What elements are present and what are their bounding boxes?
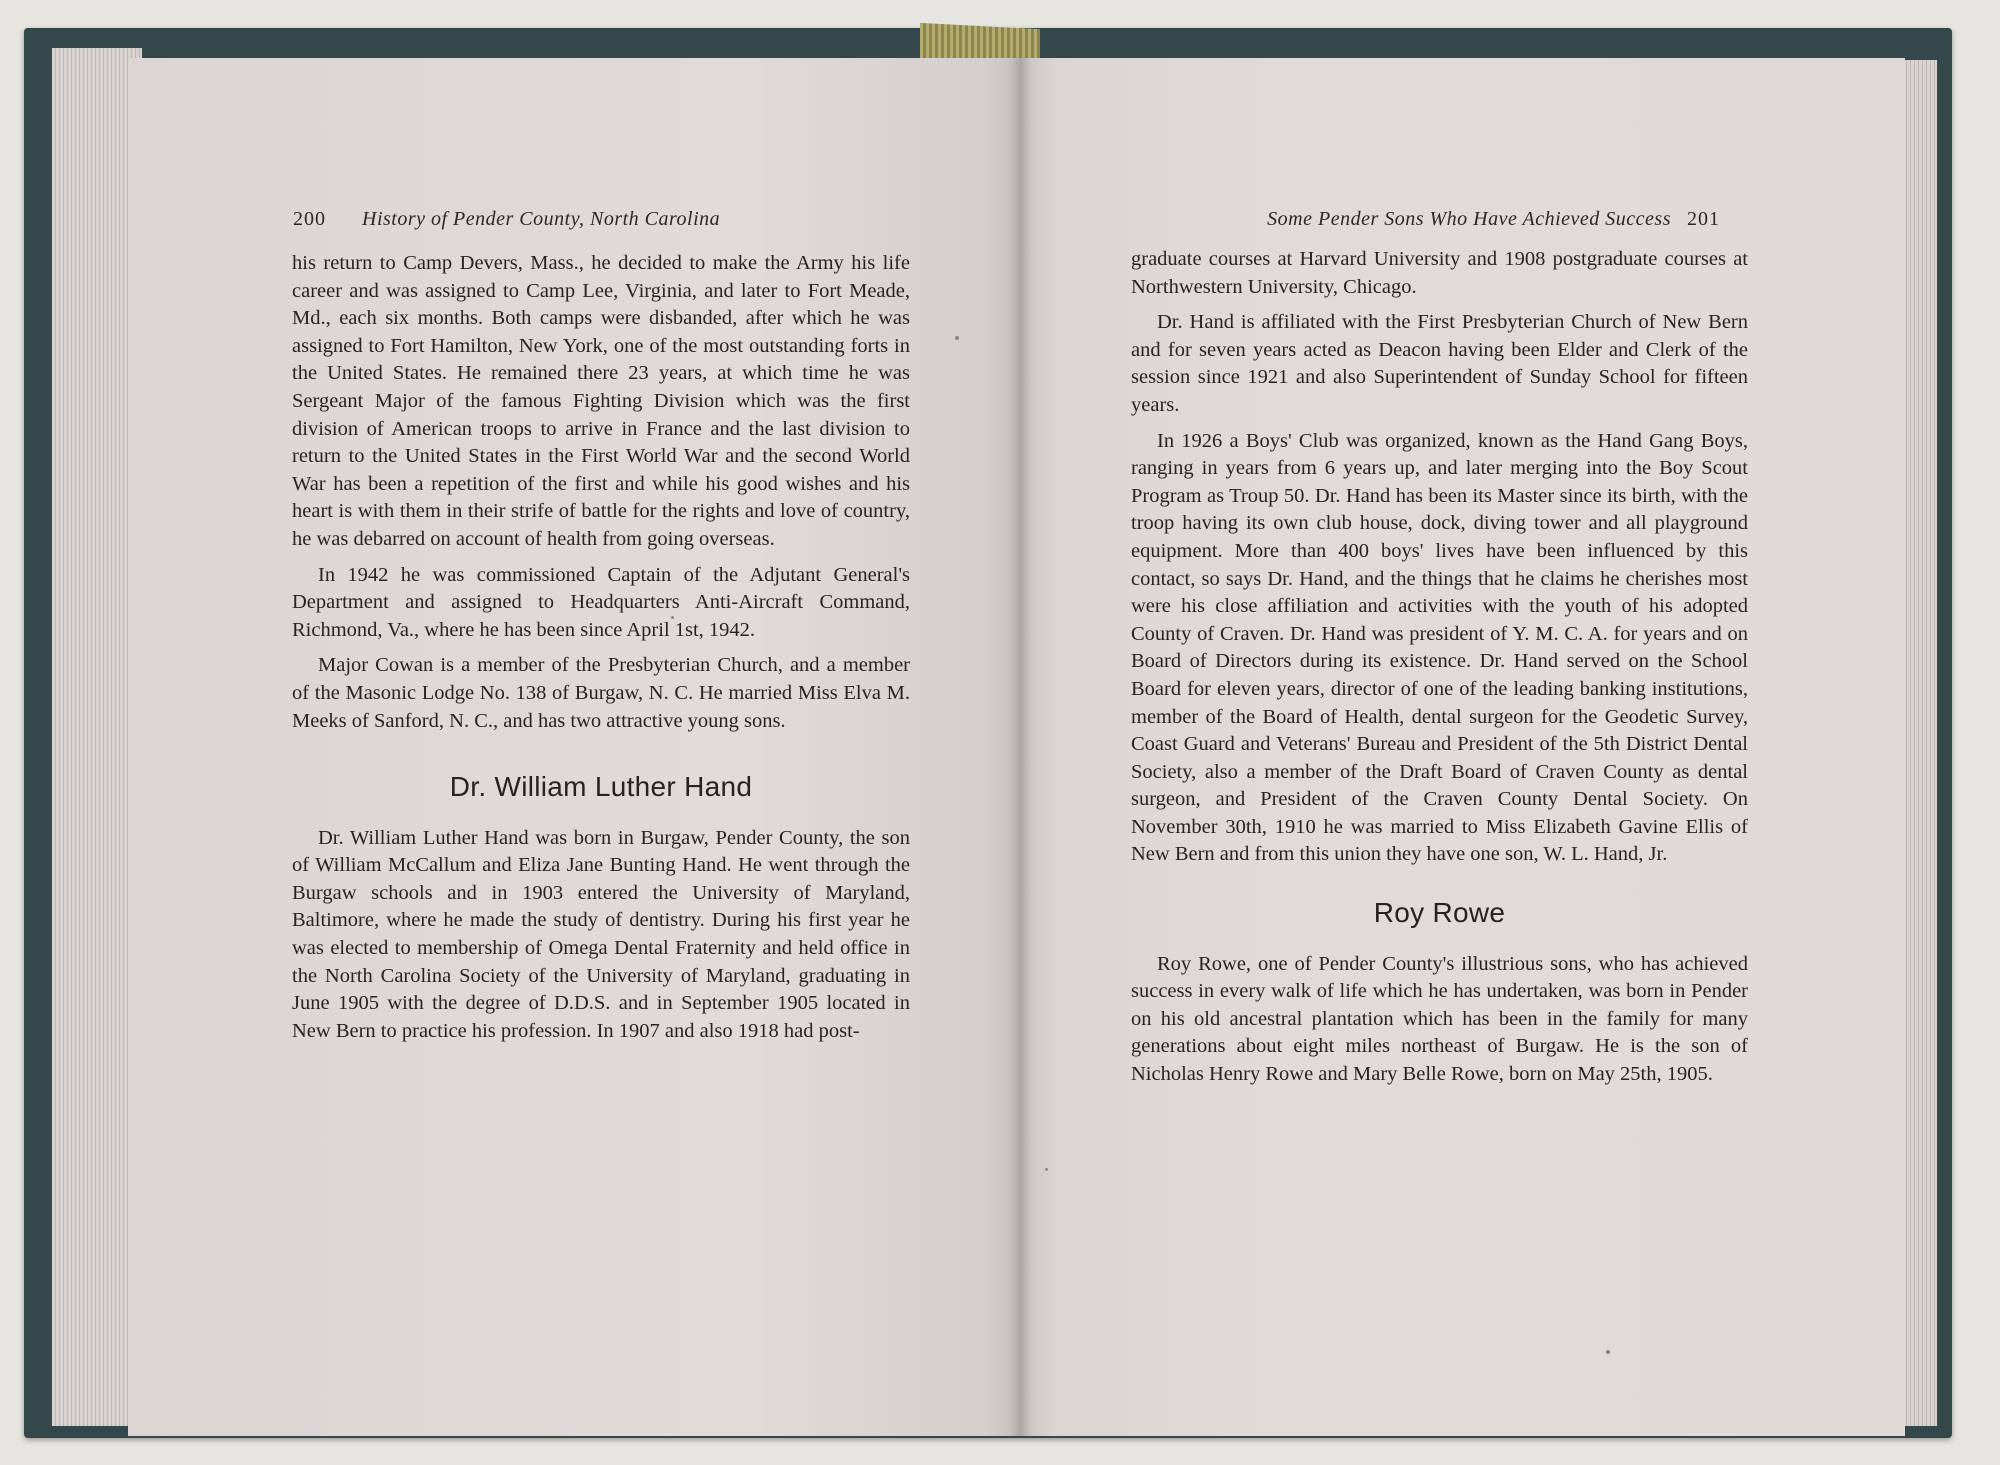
section-heading: Roy Rowe [1373, 897, 1506, 929]
right-running-head [1267, 208, 1720, 231]
paper-speck [955, 336, 959, 340]
paragraph: his return to Camp Devers, Mass., he decided to make the Army his life career and was assigned to Camp Lee, Virginia, and later to Fort Meade, Md., each six months. Both camps were disbanded, after which he was assigned to Fort Hamilton, New York, one of the most outstanding forts in the United States. He remained there 23 years, at which time he was Sergeant Major of the famous Fighting Division which was the first division of American troops to arrive in France and the last division to return to the United States in the First World War and the second World War has been a repetition of the first and while his good wishes and his heart is with them in their strife of battle for the rights and love of country, he was debarred on account of health from going overseas. [292, 252, 910, 550]
book-gutter [1010, 58, 1032, 1436]
paragraph: graduate courses at Harvard University and 1908 postgraduate courses at Northwestern University, Chicago. [1131, 248, 1748, 298]
left-running-head [293, 208, 720, 231]
paper-speck [1606, 1350, 1610, 1354]
paragraph: Major Cowan is a member of the Presbyterian Church, and a member of the Masonic Lodge No. 138 of Burgaw, N. C. He married Miss Elva M. Meeks of Sanford, N. C., and has two attractive young sons. [292, 654, 910, 732]
running-title: Some Pender Sons Who Have Achieved Success [1267, 208, 1671, 230]
paragraph: In 1942 he was commissioned Captain of the Adjutant General's Department and assigned to Headquarters Anti-Aircraft Command, Richmond, Va., where he has been since April 1st, 1942. [292, 563, 910, 641]
right-text-block [1131, 246, 1748, 1097]
running-title: History of Pender County, North Carolina [362, 208, 721, 230]
page-number: 201 [1687, 208, 1720, 230]
left-text-block [292, 250, 910, 1053]
left-page [128, 58, 1021, 1436]
right-page [1021, 58, 1905, 1436]
section-heading: Dr. William Luther Hand [449, 771, 753, 803]
paper-speck [1045, 1168, 1048, 1171]
paragraph: Dr. Hand is affiliated with the First Presbyterian Church of New Bern and for seven years acted as Deacon having been Elder and Clerk of the session since 1921 and also Superintendent of Sunday School for fifteen years. [1131, 311, 1748, 416]
paper-speck [671, 616, 674, 619]
page-number: 200 [293, 208, 326, 230]
paragraph: Roy Rowe, one of Pender County's illustrious sons, who has achieved success in every walk of life which he has undertaken, was born in Pender on his old ancestral plantation which has been in the family for many generations about eight miles northeast of Burgaw. He is the son of Nicholas Henry Rowe and Mary Belle Rowe, born on May 25th, 1905. [1131, 952, 1748, 1086]
paragraph: Dr. William Luther Hand was born in Burgaw, Pender County, the son of William McCallum and Eliza Jane Bunting Hand. He went through the Burgaw schools and in 1903 entered the University of Maryland, Baltimore, where he made the study of dentistry. During his first year he was elected to membership of Omega Dental Fraternity and held office in the North Carolina Society of the University of Maryland, graduating in June 1905 with the degree of D.D.S. and in September 1905 located in New Bern to practice his profession. In 1907 and also 1918 had post- [292, 826, 910, 1042]
paragraph: In 1926 a Boys' Club was organized, known as the Hand Gang Boys, ranging in years from 6 years up, and later merging into the Boy Scout Program as Troup 50. Dr. Hand has been its Master since its birth, with the troop having its own club house, dock, diving tower and all playground equipment. More than 400 boys' lives have been influenced by this contact, so says Dr. Hand, and the things that he claims he cherishes most were his close affiliation and activities with the youth of his adopted County of Craven. Dr. Hand was president of Y. M. C. A. for years and on Board of Directors during its existence. Dr. Hand served on the School Board for eleven years, director of one of the leading banking institutions, member of the Board of Health, dental surgeon for the Geodetic Survey, Coast Guard and Veterans' Bureau and President of the 5th District Dental Society, also a member of the Draft Board of Craven County as dental surgeon, and President of the Craven County Dental Society. On November 30th, 1910 he was married to Miss Elizabeth Gavine Ellis of New Bern and from this union they have one son, W. L. Hand, Jr. [1131, 429, 1748, 866]
